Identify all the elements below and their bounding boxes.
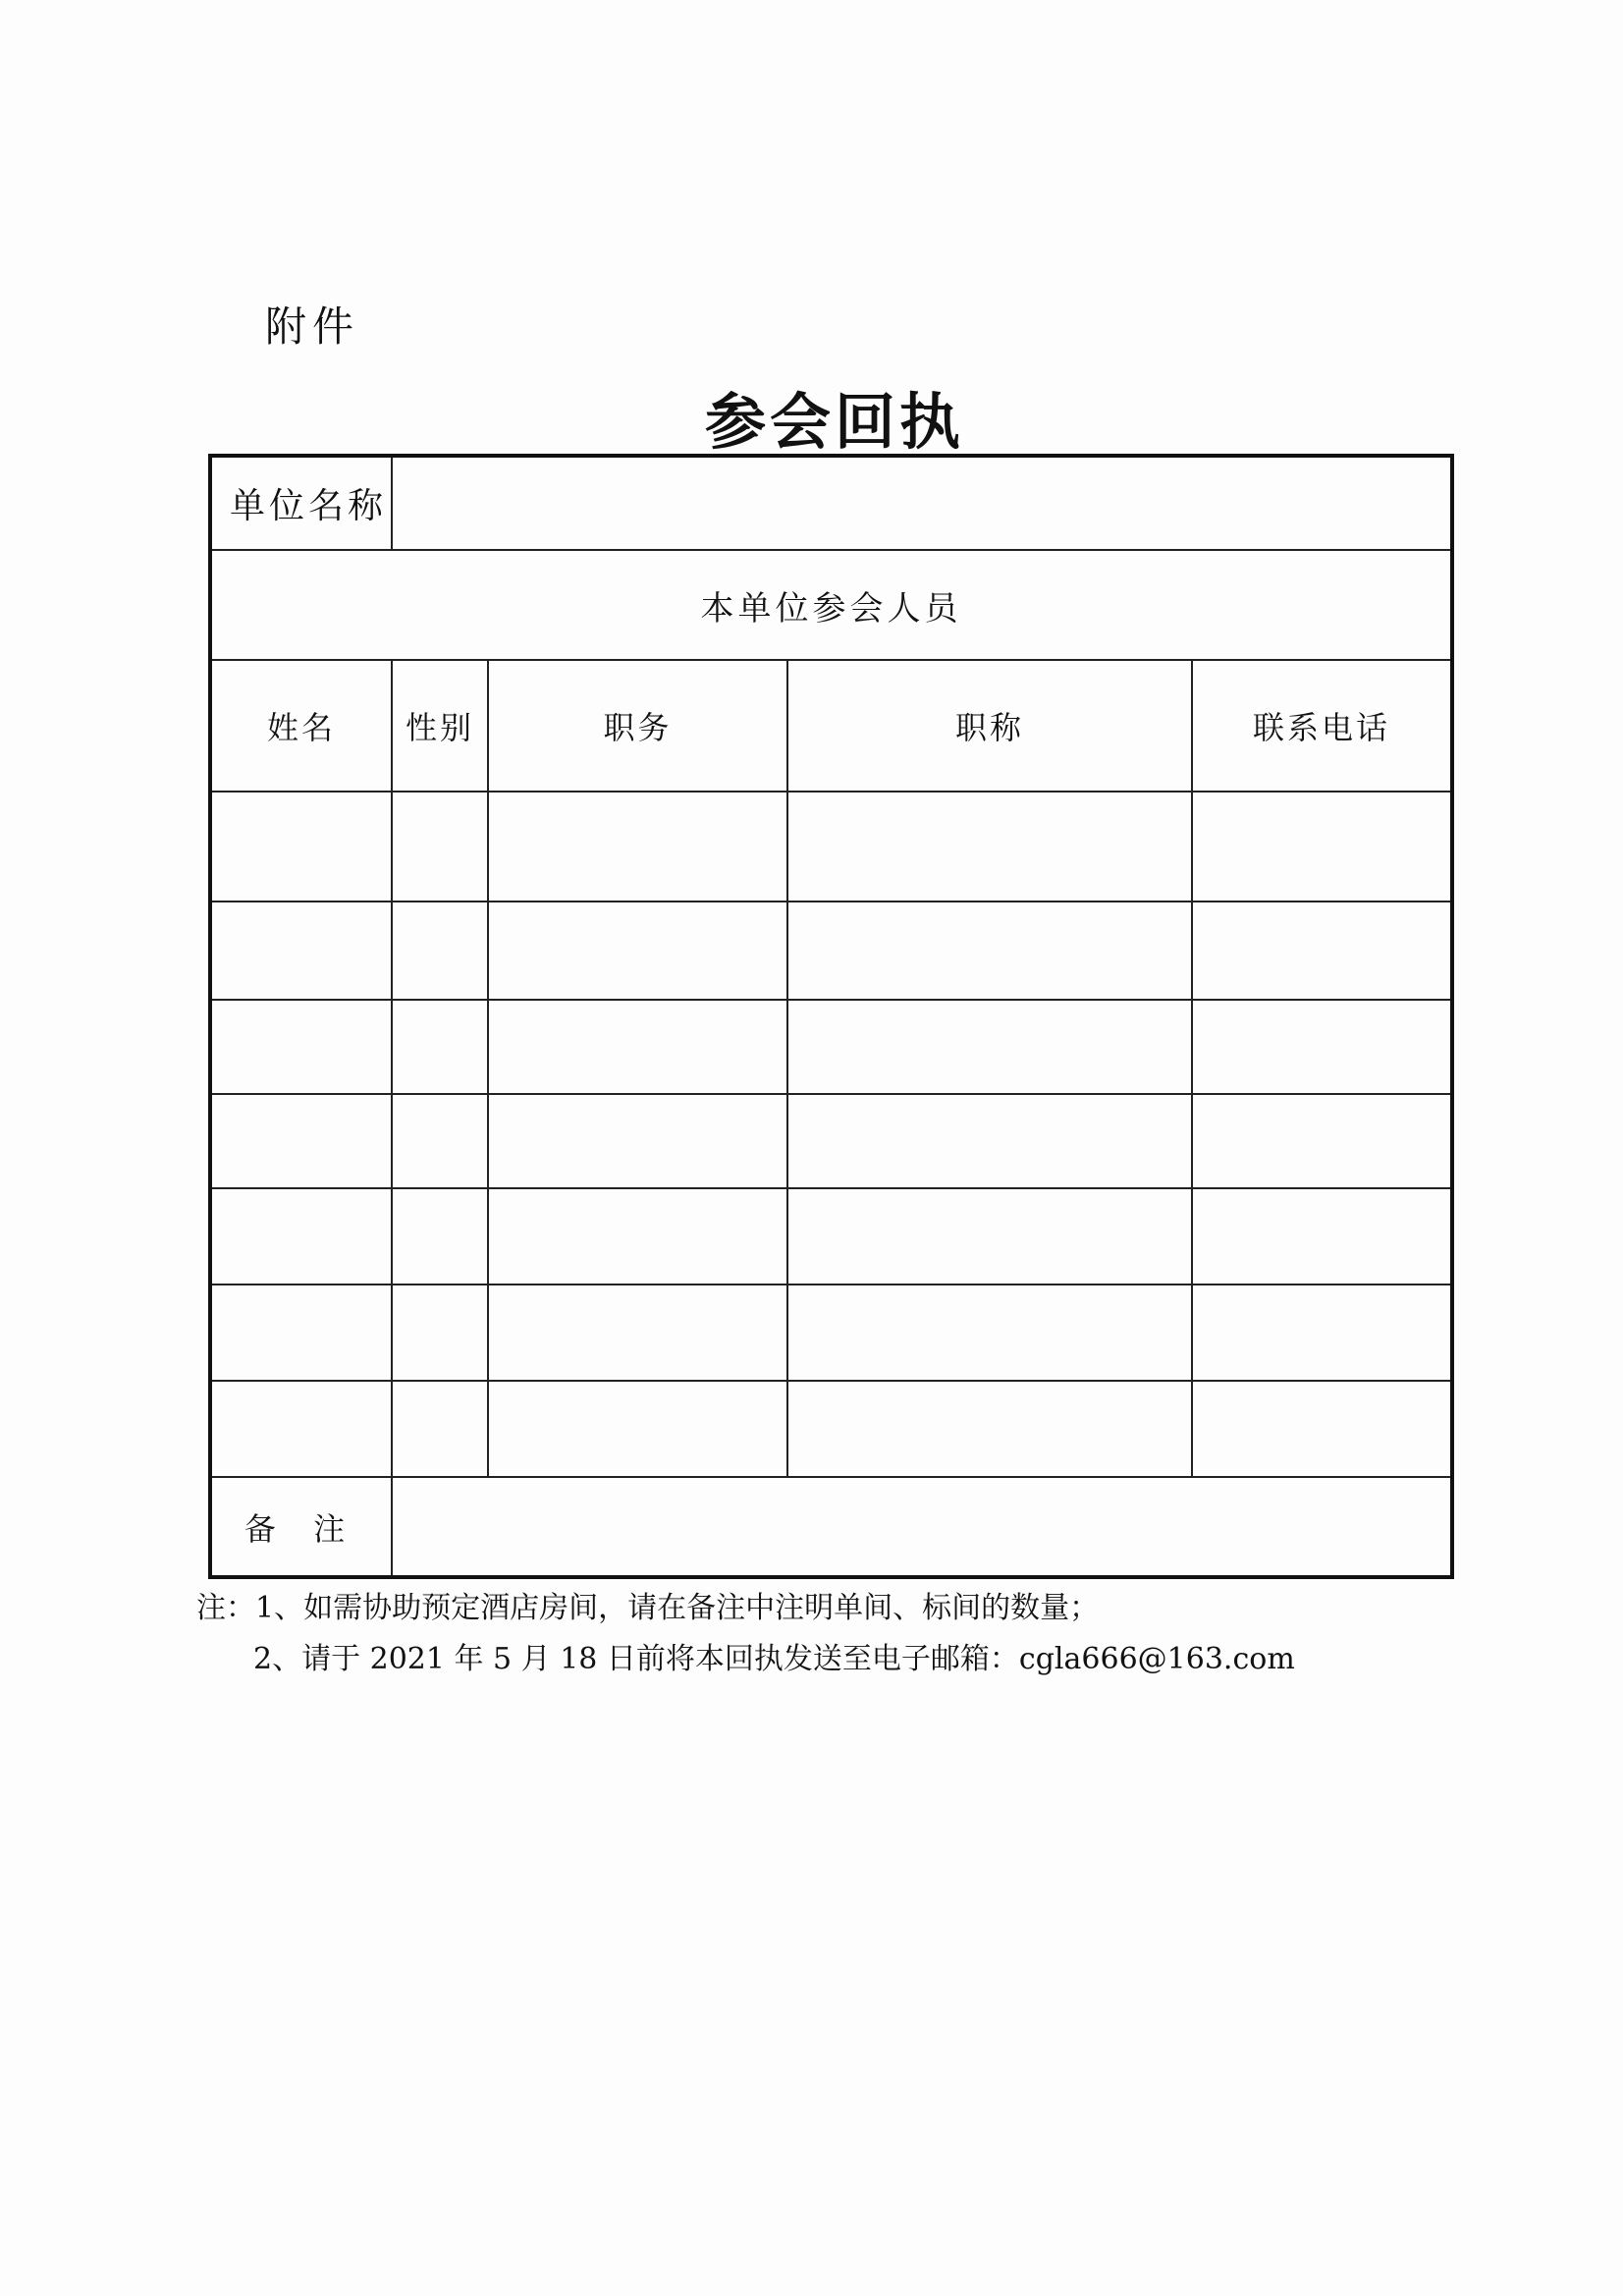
position-cell[interactable] [488,1381,787,1477]
position-cell[interactable] [488,792,787,902]
registration-form-table [208,454,1454,1579]
column-header-name: 姓名 [210,660,392,792]
footnotes [196,1583,1295,1685]
phone-cell[interactable] [1192,1188,1452,1285]
position-cell[interactable] [488,1000,787,1094]
gender-cell[interactable] [392,1094,488,1188]
phone-cell[interactable] [1192,1285,1452,1381]
column-header-gender: 性别 [392,660,488,792]
position-cell[interactable] [488,1094,787,1188]
table-row [210,1094,1452,1188]
section-title: 本单位参会人员 [210,550,1452,660]
footnote-1: 注：1、如需协助预定酒店房间，请在备注中注明单间、标间的数量； [196,1591,1100,1625]
name-cell[interactable] [210,792,392,902]
unit-name-field[interactable] [392,456,1452,550]
gender-cell[interactable] [392,1188,488,1285]
name-cell[interactable] [210,1000,392,1094]
name-cell[interactable] [210,1188,392,1285]
title-cell[interactable] [787,1094,1192,1188]
unit-name-label: 单位名称 [210,456,392,550]
column-header-title: 职称 [787,660,1192,792]
attachment-label: 附件 [265,302,360,351]
phone-cell[interactable] [1192,1094,1452,1188]
phone-cell[interactable] [1192,792,1452,902]
table-row [210,1285,1452,1381]
table-row [210,1188,1452,1285]
gender-cell[interactable] [392,792,488,902]
title-cell[interactable] [787,1285,1192,1381]
table-row [210,792,1452,902]
gender-cell[interactable] [392,1000,488,1094]
phone-cell[interactable] [1192,1381,1452,1477]
footnote-2: 2、请于 2021 年 5 月 18 日前将本回执发送至电子邮箱：cgla666@163.com [253,1642,1295,1676]
name-cell[interactable] [210,1094,392,1188]
table-row [210,1000,1452,1094]
title-cell[interactable] [787,792,1192,902]
page-title: 参会回执 [704,386,964,458]
position-cell[interactable] [488,902,787,1000]
gender-cell[interactable] [392,1285,488,1381]
table-row [210,902,1452,1000]
title-cell[interactable] [787,1381,1192,1477]
gender-cell[interactable] [392,1381,488,1477]
table-row [210,1381,1452,1477]
phone-cell[interactable] [1192,902,1452,1000]
title-cell[interactable] [787,1188,1192,1285]
title-cell[interactable] [787,1000,1192,1094]
remarks-label: 备 注 [210,1477,392,1577]
column-header-position: 职务 [488,660,787,792]
title-cell[interactable] [787,902,1192,1000]
remarks-field[interactable] [392,1477,1452,1577]
table-header-row [210,660,1452,792]
name-cell[interactable] [210,1381,392,1477]
name-cell[interactable] [210,1285,392,1381]
phone-cell[interactable] [1192,1000,1452,1094]
name-cell[interactable] [210,902,392,1000]
column-header-phone: 联系电话 [1192,660,1452,792]
position-cell[interactable] [488,1188,787,1285]
position-cell[interactable] [488,1285,787,1381]
gender-cell[interactable] [392,902,488,1000]
